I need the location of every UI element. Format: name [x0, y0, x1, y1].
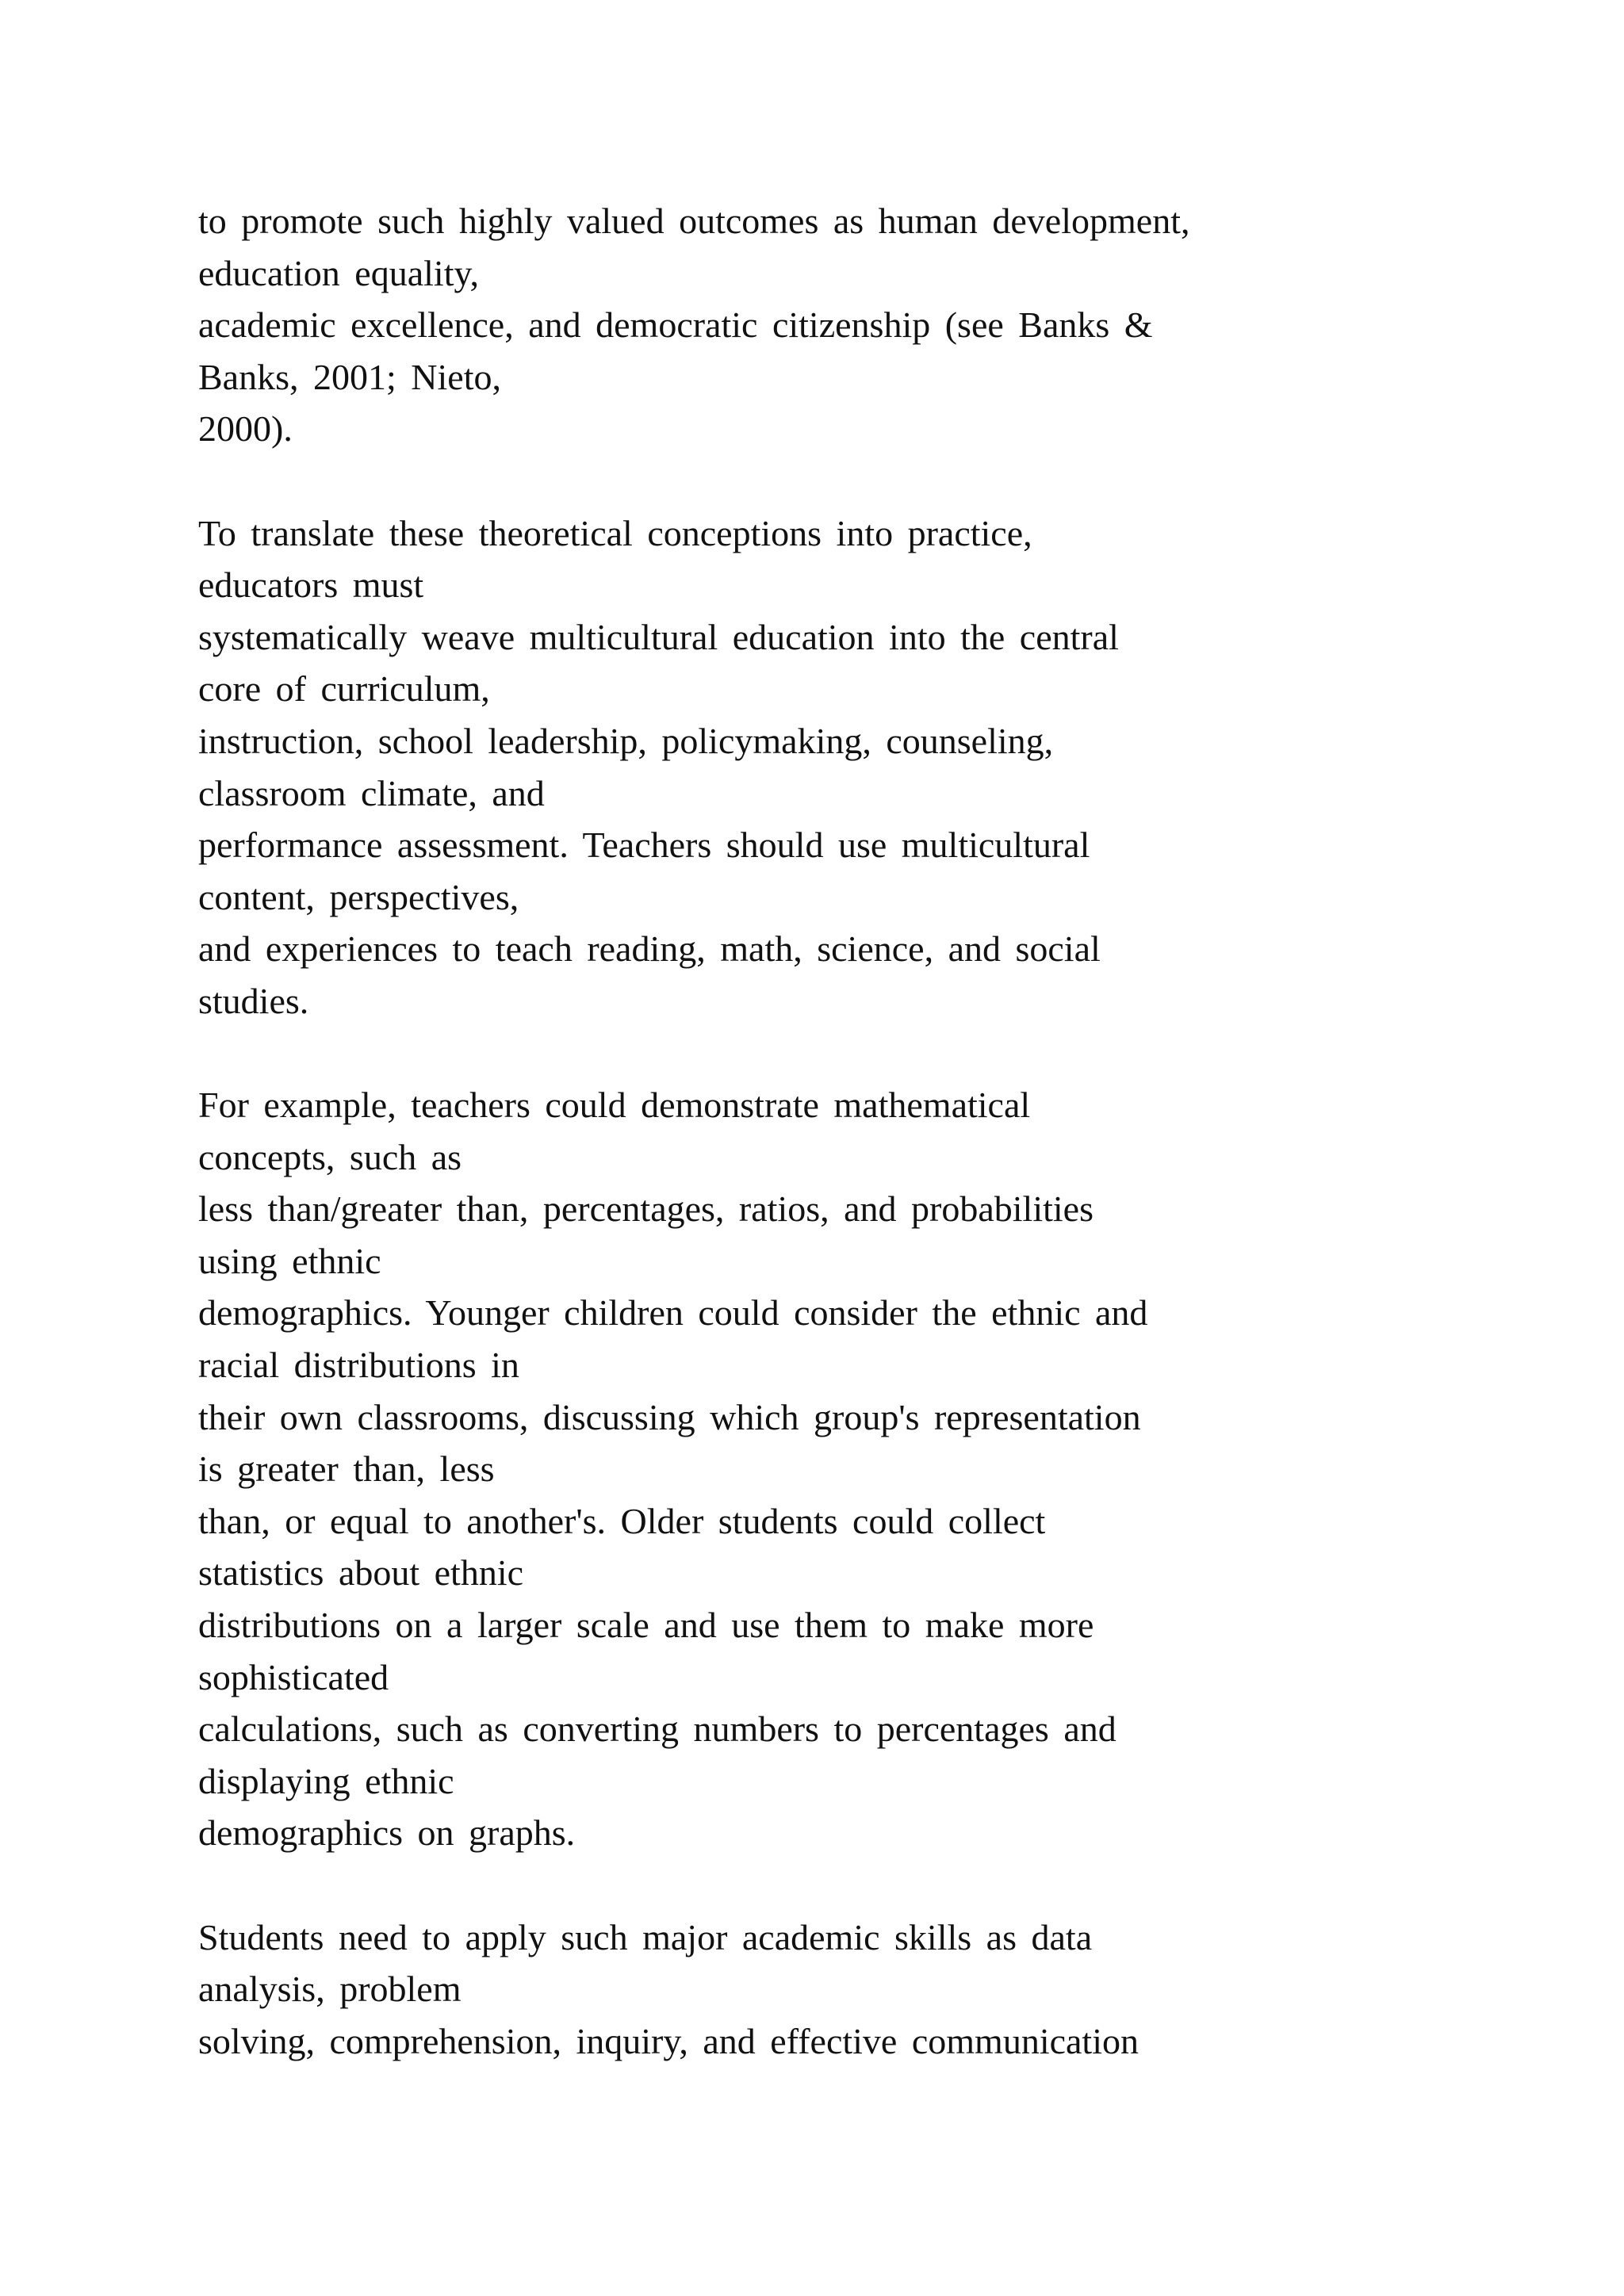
text-line: performance assessment. Teachers should use multicultural — [198, 825, 1090, 866]
text-line: is greater than, less — [198, 1448, 495, 1490]
text-line: solving, comprehension, inquiry, and effective communication — [198, 2020, 1139, 2061]
text-line: For example, teachers could demonstrate mathematical — [198, 1085, 1031, 1126]
text-line: classroom climate, and — [198, 772, 545, 813]
text-line: To translate these theoretical conceptions into practice, — [198, 512, 1032, 553]
document-body — [198, 195, 1507, 2119]
text-line: sophisticated — [198, 1656, 389, 1697]
text-line: than, or equal to another's. Older students could collect — [198, 1500, 1046, 1541]
paragraph-2 — [198, 507, 1507, 1027]
text-line: educators must — [198, 564, 424, 606]
text-line: systematically weave multicultural education into the central — [198, 616, 1119, 657]
text-line: to promote such highly valued outcomes as human development, — [198, 201, 1190, 241]
text-line: racial distributions in — [198, 1345, 519, 1386]
text-line: 2000). — [198, 408, 293, 450]
text-line: core of curriculum, — [198, 668, 490, 710]
text-line: concepts, such as — [198, 1136, 462, 1177]
text-line: their own classrooms, discussing which group's representation — [198, 1396, 1141, 1437]
text-line: displaying ethnic — [198, 1760, 454, 1801]
text-line: statistics about ethnic — [198, 1552, 524, 1594]
text-line: analysis, problem — [198, 1969, 462, 2010]
text-line: demographics. Younger children could consider the ethnic and — [198, 1292, 1148, 1334]
text-line: Students need to apply such major academic skills as data — [198, 1916, 1093, 1957]
text-line: studies. — [198, 980, 309, 1021]
text-line: demographics on graphs. — [198, 1812, 576, 1854]
text-line: using ethnic — [198, 1240, 381, 1281]
text-line: distributions on a larger scale and use them to make more — [198, 1605, 1094, 1646]
text-line: education equality, — [198, 252, 479, 293]
text-line: and experiences to teach reading, math, science, and social — [198, 928, 1101, 970]
text-line: less than/greater than, percentages, ratios, and probabilities — [198, 1188, 1094, 1230]
text-line: calculations, such as converting numbers to percentages and — [198, 1709, 1116, 1750]
text-line: Banks, 2001; Nieto, — [198, 356, 501, 397]
text-line: academic excellence, and democratic citizenship (see Banks & — [198, 304, 1153, 346]
paragraph-4 — [198, 1911, 1507, 2068]
paragraph-3 — [198, 1079, 1507, 1859]
text-line: content, perspectives, — [198, 876, 519, 917]
paragraph-1 — [198, 195, 1507, 455]
text-line: instruction, school leadership, policymaking, counseling, — [198, 720, 1054, 761]
